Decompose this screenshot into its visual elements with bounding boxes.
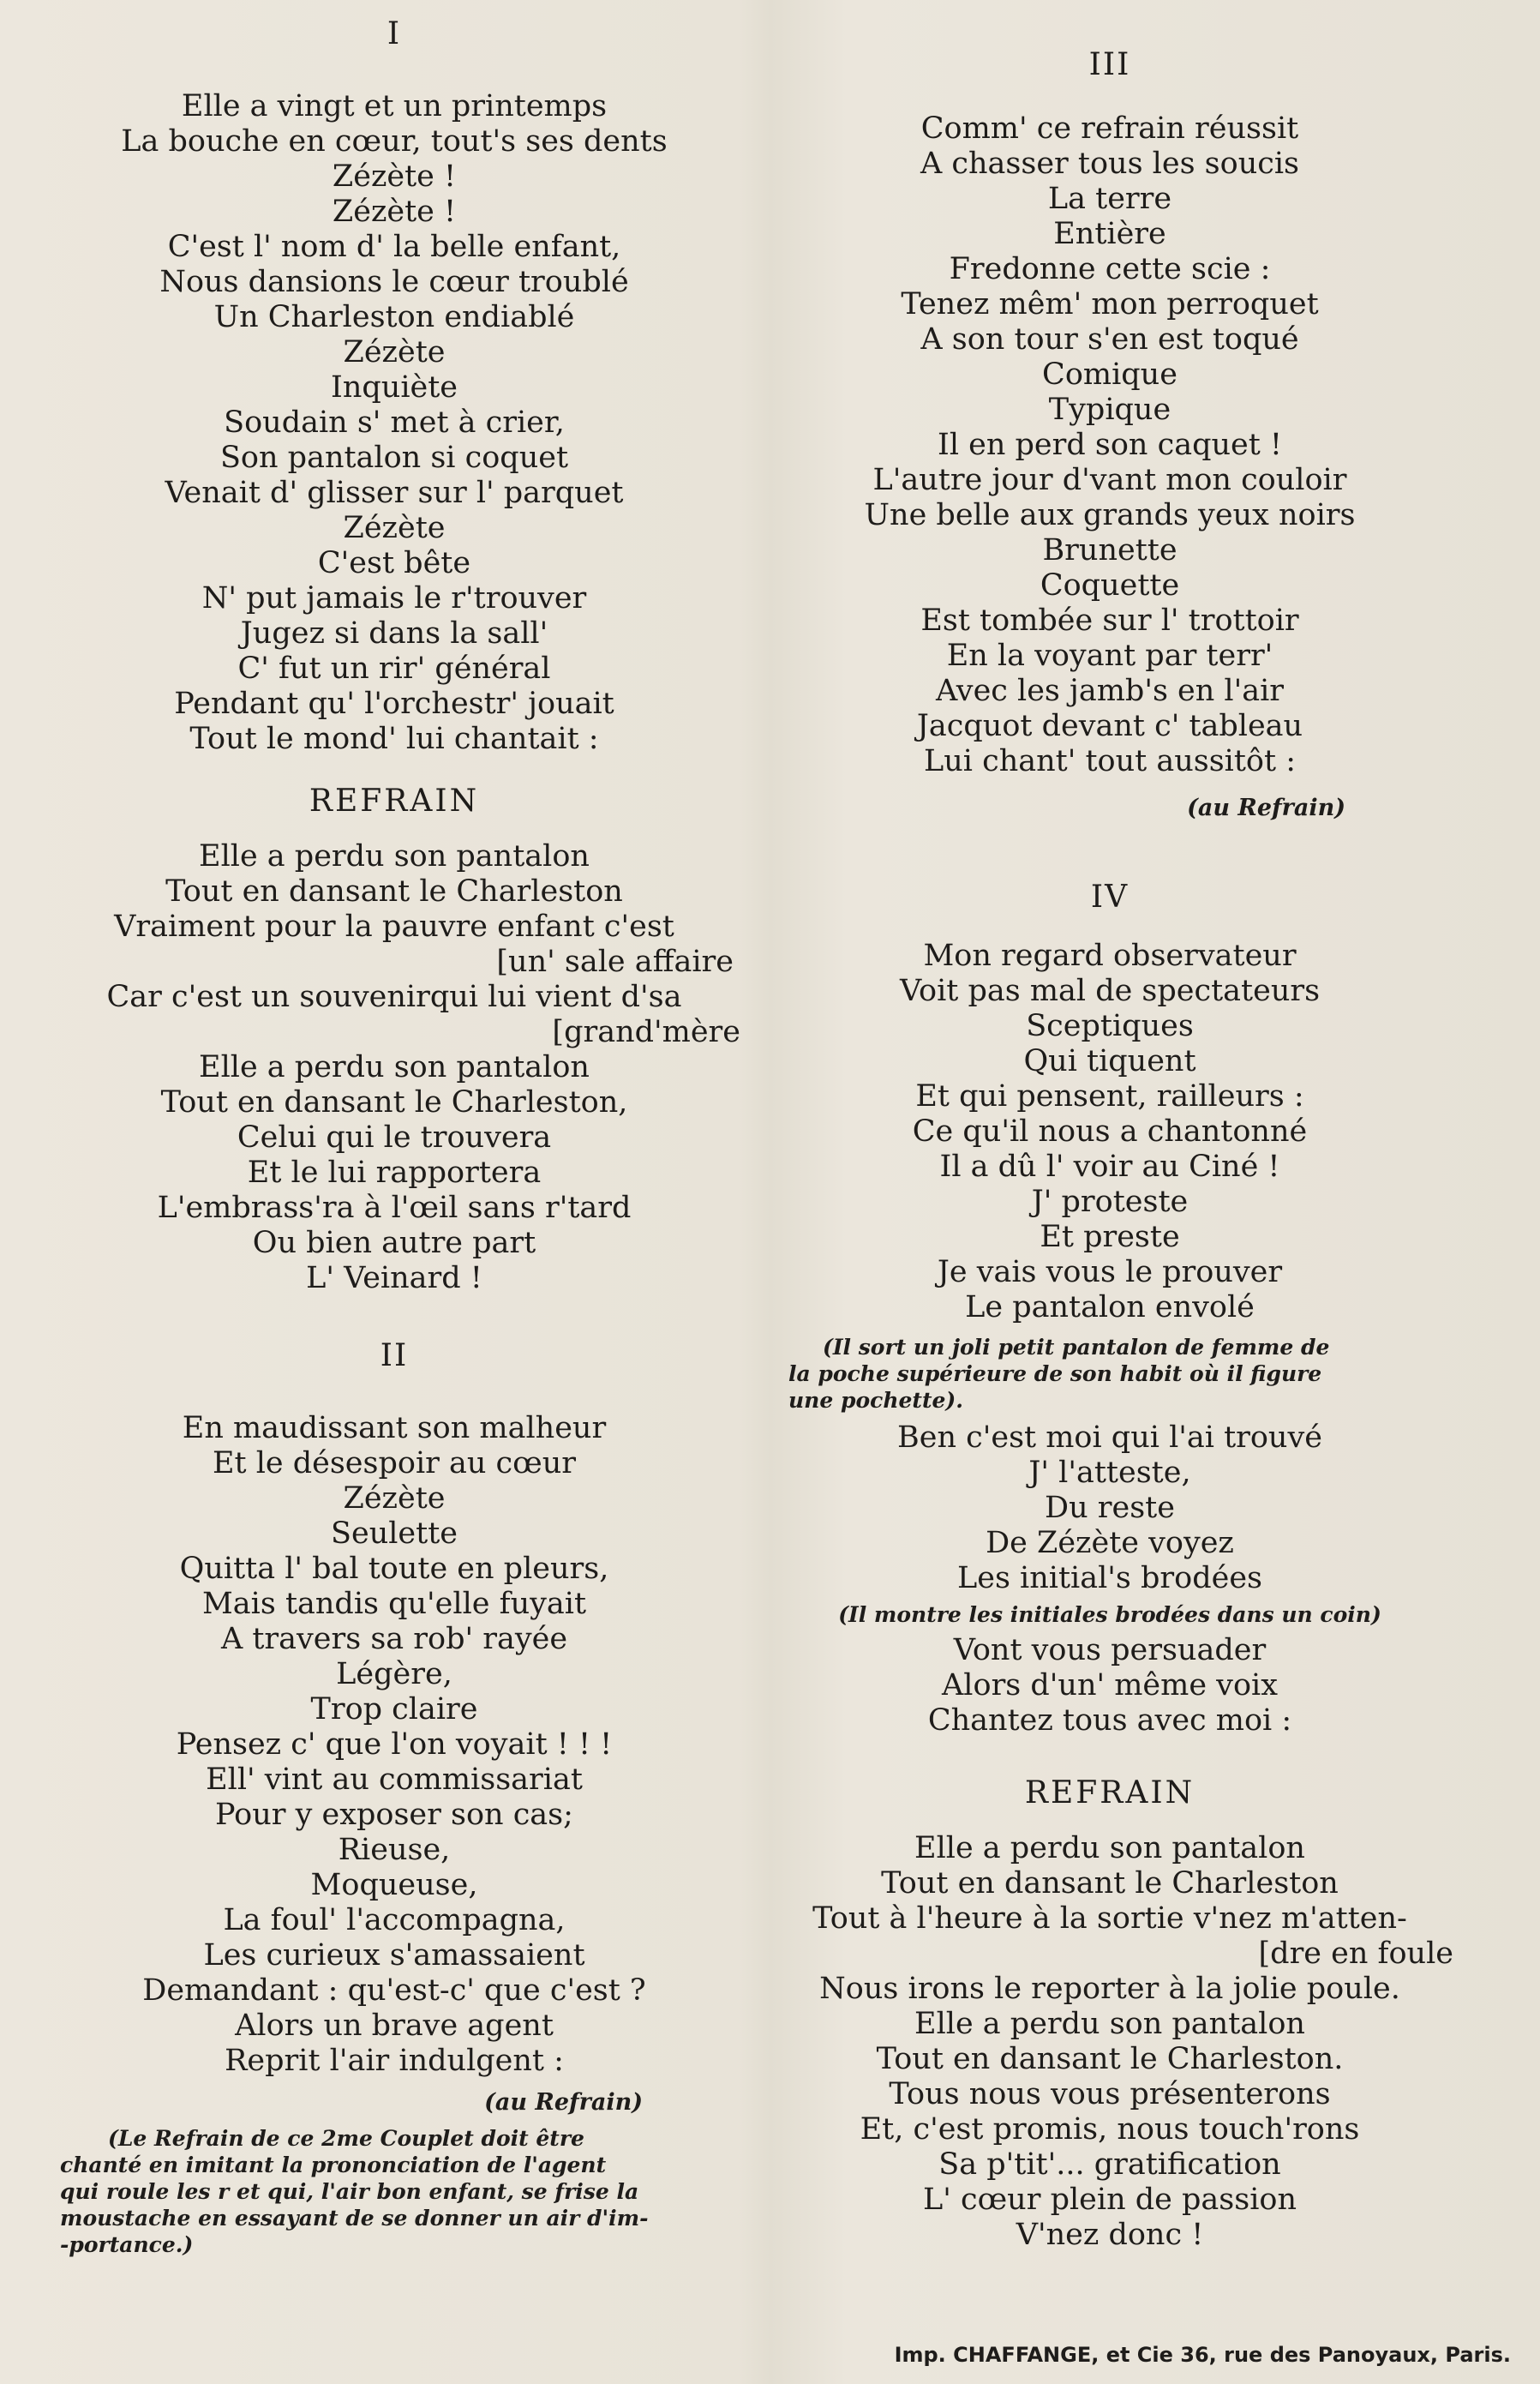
right-column: [771, 0, 1453, 2253]
verse-line: Entière: [1053, 217, 1166, 251]
verse-line: Jacquot devant c' tableau: [916, 709, 1303, 743]
refrain-line: Tout en dansant le Charleston: [165, 874, 623, 909]
verse-line: A chasser tous les soucis: [920, 147, 1299, 181]
verse-line: En la voyant par terr': [946, 639, 1273, 673]
verse-line: J' l'atteste,: [1028, 1456, 1191, 1490]
verse-line: Il en perd son caquet !: [938, 428, 1282, 462]
verse-line: Et preste: [1040, 1220, 1180, 1254]
verse-line: Alors un brave agent: [235, 2009, 554, 2043]
verse-3: [771, 111, 1448, 826]
verse-line: Pensez c' que l'on voyait ! ! !: [176, 1727, 613, 1762]
refrain-line-continuation: [grand'mère: [552, 1015, 740, 1049]
refrain-heading: REFRAIN: [1024, 1775, 1195, 1811]
verse-line: C'est bête: [317, 546, 471, 580]
refrain-line: V'nez donc !: [1016, 2218, 1204, 2252]
verse-line: L'autre jour d'vant mon couloir: [872, 463, 1347, 497]
verse-line: Je vais vous le prouver: [937, 1255, 1283, 1289]
verse-line: Pendant qu' l'orchestr' jouait: [174, 687, 614, 721]
refrain-line: Celui qui le trouvera: [237, 1120, 552, 1155]
refrain-line: Tout en dansant le Charleston: [881, 1866, 1339, 1901]
note-line: une pochette).: [788, 1388, 963, 1413]
refrain-line: Elle a perdu son pantalon: [199, 839, 590, 874]
verse-line: Elle a vingt et un printemps: [181, 89, 608, 123]
verse-line: Reprit l'air indulgent :: [225, 2044, 564, 2078]
verse-line: Vont vous persuader: [953, 1633, 1267, 1667]
verse-line: Pour y exposer son cas;: [215, 1798, 573, 1832]
stage-direction-note: [51, 2125, 737, 2258]
refrain-cue: (au Refrain): [1187, 795, 1345, 821]
verse-line: Chantez tous avec moi :: [927, 1703, 1292, 1738]
verse-line: C'est l' nom d' la belle enfant,: [167, 230, 621, 264]
verse-line: Zézète: [343, 1481, 446, 1516]
verse-line: Jugez si dans la sall': [240, 616, 548, 651]
verse-line: Venait d' glisser sur l' parquet: [165, 476, 624, 510]
verse-line: De Zézète voyez: [986, 1526, 1234, 1560]
verse-line: Coquette: [1040, 568, 1180, 603]
verse-line: Comm' ce refrain réussit: [920, 111, 1299, 146]
verse-line: C' fut un rir' général: [237, 652, 551, 686]
verse-line: Tout le mond' lui chantait :: [189, 722, 599, 756]
verse-line: La foul' l'accompagna,: [223, 1903, 566, 1937]
verse-line: Inquiète: [331, 370, 458, 405]
verse-line: Rieuse,: [338, 1833, 451, 1867]
refrain-2: [771, 1831, 1453, 2253]
verse-2: [51, 1411, 737, 2120]
refrain-line: Et le lui rapportera: [247, 1156, 542, 1190]
verse-line: Comique: [1042, 357, 1177, 392]
note-line: chanté en imitant la prononciation de l'agent: [60, 2153, 607, 2177]
verse-line: Typique: [1048, 393, 1171, 427]
refrain-line: Elle a perdu son pantalon: [914, 2007, 1305, 2041]
verse-line: En maudissant son malheur: [182, 1411, 607, 1445]
note-line: (Le Refrain de ce 2me Couplet doit être: [108, 2126, 584, 2151]
verse-line: Brunette: [1042, 533, 1177, 567]
verse-line: Ben c'est moi qui l'ai trouvé: [897, 1420, 1322, 1455]
refrain-line: Vraiment pour la pauvre enfant c'est: [114, 910, 674, 944]
note-line: (Il sort un joli petit pantalon de femme de: [823, 1335, 1330, 1360]
verse-line: Demandant : qu'est-c' que c'est ?: [142, 1973, 646, 2008]
verse-line: Zézète: [343, 335, 446, 369]
verse-line: Les curieux s'amassaient: [203, 1938, 585, 1973]
verse-line: Une belle aux grands yeux noirs: [864, 498, 1356, 532]
refrain-line: L' cœur plein de passion: [922, 2183, 1297, 2217]
verse-line: La terre: [1047, 182, 1172, 216]
verse-line: Est tombée sur l' trottoir: [920, 604, 1299, 638]
refrain-heading: REFRAIN: [309, 784, 480, 819]
verse-line: Alors d'un' même voix: [942, 1668, 1278, 1702]
verse-line: Fredonne cette scie :: [949, 252, 1271, 286]
verse-line: Sceptiques: [1026, 1009, 1194, 1043]
refrain-line: Tout à l'heure à la sortie v'nez m'atten-: [812, 1901, 1407, 1936]
note-line: -portance.): [60, 2232, 194, 2257]
verse-line: A son tour s'en est toqué: [920, 322, 1299, 357]
verse-line: J' proteste: [1031, 1185, 1189, 1219]
note-line: qui roule les r et qui, l'air bon enfant, se frise la: [60, 2179, 639, 2204]
refrain-line: Elle a perdu son pantalon: [914, 1831, 1305, 1865]
verse-line: Lui chant' tout aussitôt :: [924, 744, 1296, 778]
refrain-1: [51, 839, 740, 1296]
stage-direction-note: [771, 1334, 1448, 1414]
verse-line: Avec les jamb's en l'air: [935, 674, 1285, 708]
verse-line: Mon regard observateur: [923, 939, 1297, 973]
refrain-line: Tout en dansant le Charleston.: [876, 2042, 1344, 2076]
verse-line: Ce qu'il nous a chantonné: [912, 1114, 1308, 1149]
refrain-line-continuation: [un' sale affaire: [496, 945, 734, 979]
refrain-line: Sa p'tit'... gratification: [938, 2147, 1281, 2182]
verse-line: Mais tandis qu'elle fuyait: [201, 1587, 587, 1621]
verse-line: Qui tiquent: [1023, 1044, 1196, 1078]
refrain-line: L'embrass'ra à l'œil sans r'tard: [157, 1191, 632, 1225]
refrain-line: Car c'est un souvenirqui lui vient d'sa: [106, 980, 682, 1014]
refrain-line: Et, c'est promis, nous touch'rons: [860, 2112, 1360, 2147]
verse-line: Voit pas mal de spectateurs: [899, 974, 1321, 1008]
verse-number: IV: [1090, 880, 1130, 915]
verse-number: I: [386, 16, 402, 51]
verse-line: Ell' vint au commissariat: [206, 1762, 583, 1797]
verse-line: Il a dû l' voir au Ciné !: [939, 1150, 1280, 1184]
refrain-line: Ou bien autre part: [252, 1226, 536, 1260]
refrain-line: Tous nous vous présenterons: [889, 2077, 1331, 2111]
verse-line: Moqueuse,: [310, 1868, 478, 1902]
verse-line: Seulette: [331, 1516, 458, 1551]
verse-number: II: [380, 1338, 409, 1373]
verse-line: Quitta l' bal toute en pleurs,: [179, 1552, 609, 1586]
verse-line: Et le désespoir au cœur: [212, 1446, 577, 1480]
verse-line: Zézète: [343, 511, 446, 545]
verse-line: N' put jamais le r'trouver: [201, 581, 587, 616]
verse-line: Nous dansions le cœur troublé: [159, 265, 629, 299]
refrain-line: Nous irons le reporter à la jolie poule.: [819, 1972, 1400, 2006]
refrain-cue: (au Refrain): [484, 2089, 643, 2116]
verse-1: [121, 89, 667, 757]
note-line: moustache en essayant de se donner un air d'im-: [60, 2206, 649, 2231]
verse-line: Du reste: [1045, 1491, 1175, 1525]
verse-line: Tenez mêm' mon perroquet: [901, 287, 1319, 321]
refrain-line: Elle a perdu son pantalon: [199, 1050, 590, 1084]
verse-line: La bouche en cœur, tout's ses dents: [121, 124, 668, 159]
left-column: [51, 0, 740, 2258]
verse-line: Zézète !: [332, 159, 457, 194]
printer-imprint: Imp. CHAFFANGE, et Cie 36, rue des Panoyaux, Paris.: [894, 2343, 1511, 2367]
verse-line: Zézète !: [332, 195, 457, 229]
verse-line: A travers sa rob' rayée: [220, 1622, 568, 1656]
verse-number: III: [1088, 47, 1131, 82]
verse-line: Trop claire: [310, 1692, 478, 1726]
verse-line: Soudain s' met à crier,: [224, 405, 565, 440]
verse-line: Le pantalon envolé: [965, 1290, 1255, 1324]
refrain-line-continuation: [dre en foule: [1258, 1937, 1453, 1971]
refrain-line: L' Veinard !: [306, 1261, 482, 1295]
note-line: la poche supérieure de son habit où il figure: [788, 1361, 1322, 1386]
refrain-line: Tout en dansant le Charleston,: [160, 1085, 628, 1120]
verse-line: Son pantalon si coquet: [219, 441, 569, 475]
verse-line: Et qui pensent, railleurs :: [915, 1079, 1304, 1114]
verse-4: [771, 939, 1448, 1738]
verse-line: Légère,: [336, 1657, 452, 1691]
verse-line: Les initial's brodées: [957, 1561, 1262, 1595]
stage-direction-note: (Il montre les initiales brodées dans un coin): [838, 1602, 1381, 1627]
verse-line: Un Charleston endiablé: [213, 300, 575, 334]
